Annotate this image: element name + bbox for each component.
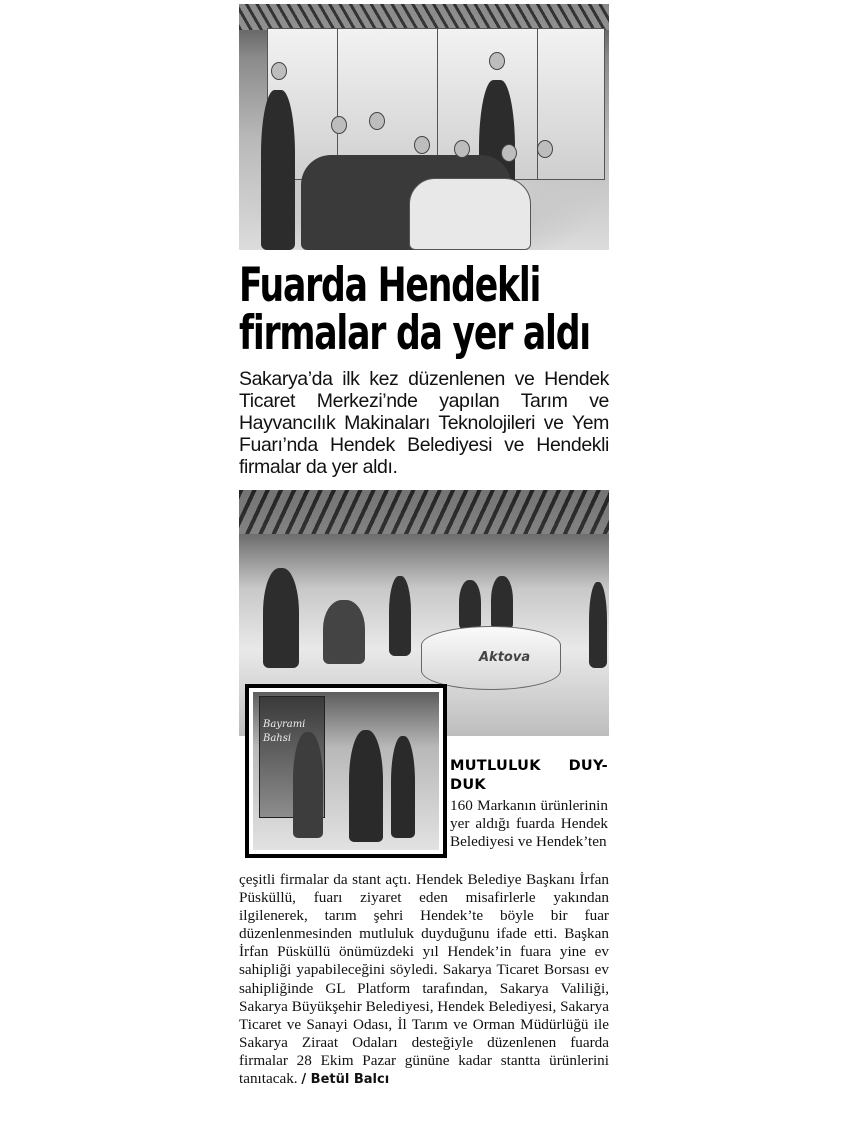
group-photo-at-fair <box>239 4 609 250</box>
display-panel-text: Bayrami Bahsi <box>263 719 306 744</box>
child-figure <box>293 732 323 838</box>
hall-roof <box>239 490 609 534</box>
ceiling-truss <box>239 4 609 30</box>
head <box>501 144 517 162</box>
article-body-column: 160 Markanın ürünlerinin yer aldığı fuarda Hendek Belediyesi ve Hendek’ten <box>450 797 608 850</box>
stand-brand-logo: Aktova <box>479 650 531 665</box>
head <box>369 112 385 130</box>
subheading-line-2: DUK <box>450 777 486 793</box>
visitor-figure <box>589 582 607 668</box>
head <box>489 52 505 70</box>
wheelchair-visitor <box>323 600 365 664</box>
head <box>271 62 287 80</box>
article-lead: Sakarya’da ilk kez düzenlenen ve Hendek Ticaret Merkezi’nde yapılan Tarım ve Hayvancılık Makinaları Teknolojileri ve Yem Fuarı’nda Hendek Belediyesi ve Hendekli firmalar da yer aldı. <box>239 368 609 478</box>
newspaper-clipping <box>239 4 609 478</box>
head <box>454 140 470 158</box>
article-body-text: çeşitli firmalar da stant açtı. Hendek Belediye Başkanı İrfan Püsküllü, fuarı ziyaret eden misafirlerle yakından ilgilenerek, tarım şehri Hendek’te böyle bir fuar düzenlenmesinden mutluluk duyduğunu ifade etti. Başkan İrfan Püsküllü önümüzdeki yıl Hendek’in fuara yine ev sahipliği yapabileceğini söyledi. Sakarya Ticaret Borsası ev sahipliğinde GL Platform tarafından, Sakarya Valiliği, Sakarya Büyükşehir Belediyesi, Hendek Belediyesi, Sakarya Ticaret ve Sanayi Odası, İl Tarım ve Orman Müdürlüğü ile Sakarya Ziraat Odaları desteğiyle düzenlenen fuarda firmalar 28 Ekim Pazar gününe kadar stantta ürünlerini tanıtacak. <box>239 871 609 1088</box>
visitor-figure <box>389 576 411 656</box>
visitor-figure <box>459 580 481 630</box>
article-body <box>239 871 609 1089</box>
children-group <box>409 178 531 250</box>
article-byline: / Betül Balcı <box>301 1072 390 1088</box>
head <box>331 116 347 134</box>
visitor-figure <box>263 568 299 668</box>
article-headline: Fuarda Hendekli firmalar da yer aldı <box>239 258 590 361</box>
person-figure <box>261 90 295 250</box>
article-subheading <box>450 757 608 795</box>
head <box>414 136 430 154</box>
inset-photo-image <box>253 692 439 850</box>
visitor-figure <box>491 576 513 630</box>
child-figure <box>391 736 415 838</box>
subheading-line-1: MUTLULUK DUY- <box>450 758 608 774</box>
inset-photo <box>245 684 447 858</box>
child-figure <box>349 730 383 842</box>
head <box>537 140 553 158</box>
